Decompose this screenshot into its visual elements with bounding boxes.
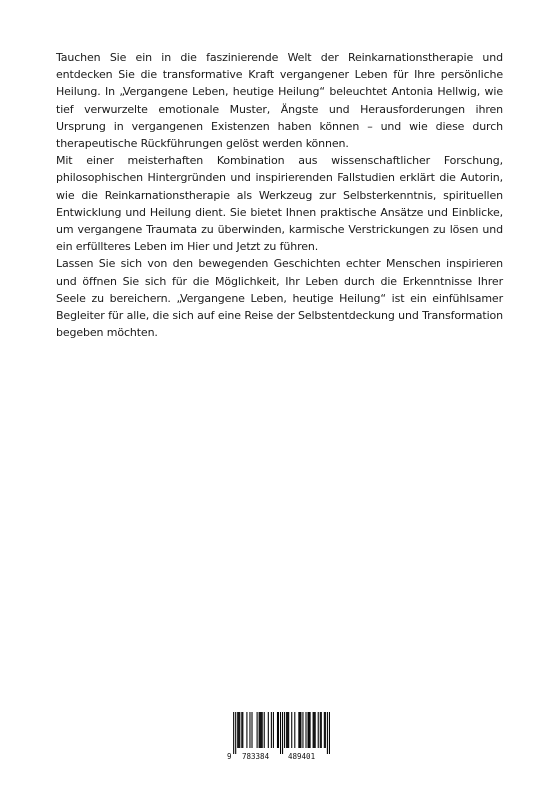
barcode-bar bbox=[282, 712, 283, 754]
barcode-bar bbox=[257, 712, 258, 748]
barcode-bar bbox=[314, 712, 315, 748]
barcode-bar bbox=[271, 712, 272, 748]
barcode-bar bbox=[260, 712, 261, 748]
blurb-text bbox=[56, 49, 503, 341]
barcode-bar bbox=[288, 712, 289, 748]
barcode-bar bbox=[324, 712, 325, 748]
barcode-bar bbox=[321, 712, 322, 748]
barcode-bar bbox=[246, 712, 247, 748]
barcode-bar bbox=[318, 712, 319, 748]
barcode-bar bbox=[299, 712, 300, 748]
barcode-bar bbox=[277, 712, 278, 748]
barcode-bar bbox=[329, 712, 330, 754]
barcode-bar bbox=[264, 712, 265, 748]
barcode-bar bbox=[291, 712, 292, 748]
barcode-bar bbox=[308, 712, 309, 748]
barcode-bar bbox=[273, 712, 274, 748]
barcode-bar bbox=[320, 712, 321, 748]
barcode-left-digits: 783384 bbox=[242, 752, 270, 761]
barcode-bars bbox=[226, 712, 334, 754]
barcode-bar bbox=[261, 712, 262, 748]
barcode-right-digits: 489401 bbox=[288, 752, 316, 761]
barcode-bar bbox=[300, 712, 301, 748]
barcode-bar bbox=[294, 712, 295, 748]
barcode-bar bbox=[251, 712, 252, 748]
barcode-bar bbox=[313, 712, 314, 748]
barcode-bar bbox=[286, 712, 287, 748]
barcode-bar bbox=[237, 712, 238, 748]
barcode-bar bbox=[249, 712, 250, 748]
barcode-bar bbox=[262, 712, 263, 748]
barcode-bar bbox=[259, 712, 260, 748]
barcode-bar bbox=[298, 712, 299, 748]
barcode-bar bbox=[233, 712, 234, 754]
barcode-bar bbox=[310, 712, 311, 748]
isbn-barcode bbox=[226, 712, 334, 766]
barcode-bar bbox=[278, 712, 279, 748]
barcode-bar bbox=[284, 712, 285, 748]
barcode-bar bbox=[268, 712, 269, 748]
barcode-bar bbox=[309, 712, 310, 748]
barcode-bar bbox=[241, 712, 242, 748]
blurb-paragraph-3: Lassen Sie sich von den bewegenden Geschichten echter Menschen inspirieren und öffnen Sie sich für die Möglichkeit, Ihr Leben durch die Erkenntnisse Ihrer Seele zu bereichern. „Vergangene Leben, heutige Heilung“ ist ein einfühlsamer Begleiter für alle, die sich auf eine Reise der Selbstentdeckung und Transformation begeben möchten. bbox=[56, 257, 503, 340]
barcode-bar bbox=[242, 712, 243, 748]
barcode-bar bbox=[239, 712, 240, 748]
blurb-paragraph-2: Mit einer meisterhaften Kombination aus wissenschaftlicher Forschung, philosophischen Hintergründen und inspirierenden Fallstudien erklärt die Autorin, wie die Reinkarnationstherapie als Werkzeug zur Selbsterkenntnis, spirituellen Entwicklung und Heilung dient. Sie bietet Ihnen praktische Ansätze und Einblicke, um vergangene Traumata zu überwinden, karmische Verstrickungen zu lösen und ein erfüllteres Leben im Hier und Jetzt zu führen. bbox=[56, 154, 503, 254]
barcode-bar bbox=[235, 712, 236, 754]
barcode-bar bbox=[325, 712, 326, 748]
barcode-bar bbox=[238, 712, 239, 748]
barcode-bar bbox=[327, 712, 328, 754]
barcode-bar bbox=[315, 712, 316, 748]
barcode-first-digit: 9 bbox=[227, 752, 232, 761]
barcode-bar bbox=[305, 712, 306, 748]
barcode-bar bbox=[287, 712, 288, 748]
barcode-bar bbox=[280, 712, 281, 754]
barcode-bar bbox=[302, 712, 303, 748]
blurb-paragraph-1: Tauchen Sie ein in die faszinierende Welt der Reinkarnationstherapie und entdecken Sie die transformative Kraft vergangener Leben für Ihre persönliche Heilung. In „Vergangene Leben, heutige Heilung“ beleuchtet Antonia Hellwig, wie tief verwurzelte emotionale Muster, Ängste und Herausforderungen ihren Ursprung in vergangenen Existenzen haben können – und wie diese durch therapeutische Rückführungen gelöst werden können. bbox=[56, 51, 503, 151]
